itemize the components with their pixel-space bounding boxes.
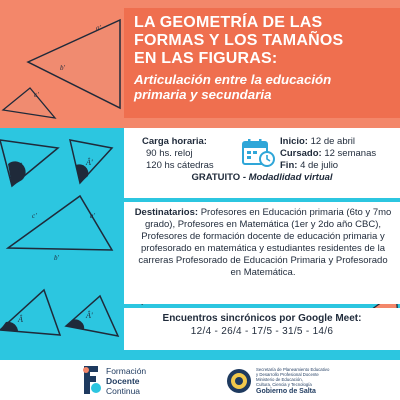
fdc-line2-bold: Docente	[106, 376, 140, 386]
fin-label: Fin:	[280, 160, 298, 171]
fin-value: 4 de julio	[300, 160, 339, 171]
fdc-line1: Formación	[106, 366, 147, 376]
carga-reloj: 90 hs. reloj	[146, 148, 193, 159]
label-b-top: b'	[60, 64, 65, 72]
gratuito-label: GRATUITO	[191, 172, 241, 183]
logo-gobierno-salta	[226, 364, 336, 398]
encuentros-title: Encuentros sincrónicos por Google Meet:	[162, 313, 362, 324]
inicio-row	[280, 136, 376, 148]
carga-catedras: 120 hs cátedras	[146, 160, 214, 171]
triangle-top-large	[28, 20, 120, 108]
salta-logo-text	[256, 367, 329, 396]
label-c-top: c'	[34, 91, 39, 99]
inicio-label: Inicio:	[280, 136, 308, 147]
destinatarios-box	[124, 202, 400, 304]
salta-gobierno: Gobierno de Salta	[256, 388, 316, 395]
label-Ap-1: Â'	[86, 158, 93, 167]
label-c-2: c'	[32, 212, 37, 220]
fdc-line2	[106, 376, 146, 386]
page-title: LA GEOMETRÍA DE LAS FORMAS Y LOS TAMAÑOS EN LAS FIGURAS:	[134, 14, 344, 67]
salta-line1: Secretaría de Planeamiento Educativo	[256, 367, 330, 372]
salta-line3: Ministerio de Educación,	[256, 377, 303, 382]
page-subtitle: Articulación entre la educación primaria y secundaria	[134, 72, 332, 102]
label-a-top: a'	[96, 24, 101, 32]
modalidad: - Modadlidad virtual	[242, 172, 333, 183]
fdc-logo-text	[106, 366, 146, 396]
course-info-box	[124, 128, 400, 198]
salta-line2: y Desarrollo Profesional Docente	[256, 372, 319, 377]
destinatarios-label: Destinatarios:	[134, 207, 199, 218]
logo-formacion-docente-continua	[80, 364, 180, 398]
carga-label: Carga horaria:	[142, 136, 207, 147]
fdc-logo-icon	[80, 364, 102, 396]
label-a-2: a'	[90, 212, 95, 220]
gratuito-line	[124, 172, 400, 183]
label-A-1: Â	[18, 163, 23, 172]
triangle-top-small	[3, 88, 55, 118]
label-b-2: b'	[54, 254, 59, 262]
title-box	[124, 8, 400, 118]
label-A-2: Â	[18, 315, 23, 324]
fdc-line3: Continua	[106, 386, 141, 396]
cursado-value: 12 semanas	[324, 148, 377, 159]
carga-horaria	[142, 136, 214, 172]
course-dates	[280, 136, 376, 172]
label-Ap-2: Â'	[86, 311, 93, 320]
encuentros-dates: 12/4 - 26/4 - 17/5 - 31/5 - 14/6	[190, 326, 334, 337]
fin-row	[280, 160, 376, 172]
destinatarios-text: Profesores en Educación primaria (6to y 7mo grado), Profesores en Matemática (1er y 2do año CBC), Profesores de formación docente de educación primaria y profesorado en matemática y estudiantes residentes de la carreras Profesorado de Educación Primaria y Profesorado en Matemática.	[138, 207, 392, 278]
cursado-row	[280, 148, 376, 160]
cursado-label: Cursado:	[280, 148, 322, 159]
calendar-icon	[242, 138, 276, 168]
salta-line4: Cultura, Ciencia y Tecnología	[256, 382, 312, 387]
encuentros-box	[124, 308, 400, 350]
triangle-cyan-1	[0, 140, 58, 186]
salta-seal-icon	[226, 366, 252, 396]
inicio-value: 12 de abril	[310, 136, 355, 147]
triangle-cyan-3	[8, 196, 112, 250]
footer	[0, 360, 400, 400]
